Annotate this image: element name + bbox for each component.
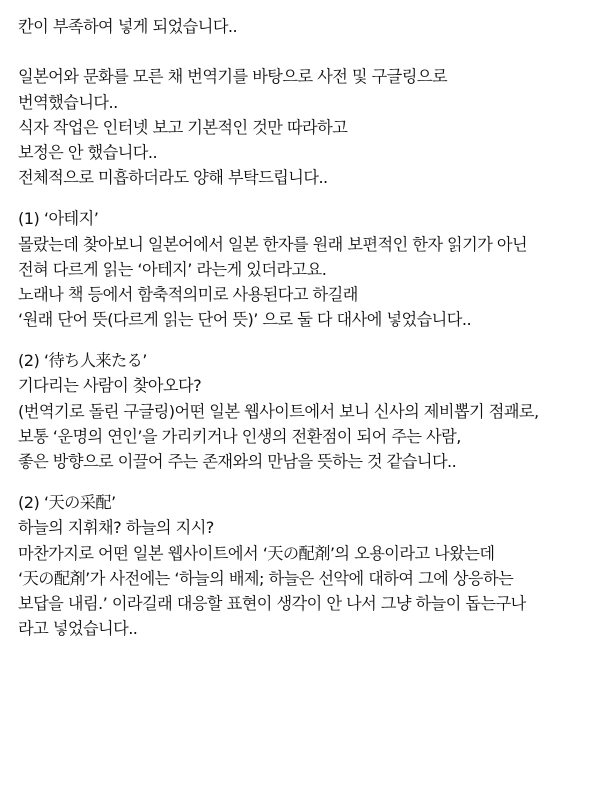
section-gap [18, 474, 593, 490]
section-1-heading: (1) ‘아테지’ [18, 209, 99, 229]
section-gap [18, 190, 593, 206]
section-2 [18, 348, 593, 474]
intro-block [18, 14, 593, 190]
section-1 [18, 206, 593, 332]
section-3-line-5: 라고 넣었습니다.. [18, 619, 138, 639]
document-body [18, 14, 593, 641]
intro-line-1: 칸이 부족하여 넣게 되었습니다.. [18, 17, 238, 36]
section-1-line-3: 노래나 책 등에서 함축적의미로 사용된다고 하길래 [18, 284, 358, 304]
section-3-heading: (2) ‘天の采配’ [18, 493, 116, 513]
blank-line [18, 39, 593, 64]
section-2-line-2: (번역기로 돌린 구글링)어떤 일본 웹사이트에서 보니 신사의 제비뽑기 점괘로, [18, 401, 539, 421]
intro-line-6: 전체적으로 미흡하더라도 양해 부탁드립니다.. [18, 168, 328, 188]
intro-line-2: 일본어와 문화를 모른 채 번역기를 바탕으로 사전 및 구글링으로 [18, 67, 448, 87]
section-3-line-4: 보답을 내림.’ 이라길래 대응할 표현이 생각이 안 나서 그냥 하늘이 돕는구나 [18, 593, 526, 613]
section-3-line-1: 하늘의 지휘채? 하늘의 지시? [18, 518, 214, 538]
section-2-heading: (2) ‘待ち人来たる’ [18, 351, 147, 371]
intro-line-3: 번역했습니다.. [18, 92, 118, 112]
section-3-line-3: ‘天の配剤’가 사전에는 ‘하늘의 배제; 하늘은 선악에 대하여 그에 상응하는 [18, 568, 514, 588]
section-3 [18, 490, 593, 641]
section-1-line-4: ‘원래 단어 뜻(다르게 읽는 단어 뜻)’ 으로 둘 다 대사에 넣었습니다.. [18, 310, 472, 330]
section-3-line-2: 마찬가지로 어떤 일본 웹사이트에서 ‘天の配剤’의 오용이라고 나왔는데 [18, 543, 495, 563]
intro-line-4: 식자 작업은 인터넷 보고 기본적인 것만 따라하고 [18, 117, 348, 137]
section-gap [18, 332, 593, 348]
intro-line-5: 보정은 안 했습니다.. [18, 142, 158, 162]
section-2-line-3: 보통 ‘운명의 연인’을 가리키거나 인생의 전환점이 되어 주는 사람, [18, 426, 461, 446]
section-1-line-1: 몰랐는데 찾아보니 일본어에서 일본 한자를 원래 보편적인 한자 읽기가 아닌 [18, 234, 528, 254]
section-2-line-4: 좋은 방향으로 이끌어 주는 존재와의 만남을 뜻하는 것 같습니다.. [18, 452, 457, 471]
section-1-line-2: 전혀 다르게 읽는 ‘아테지’ 라는게 있더라고요. [18, 259, 327, 279]
section-2-line-1: 기다리는 사람이 찾아오다? [18, 376, 202, 396]
